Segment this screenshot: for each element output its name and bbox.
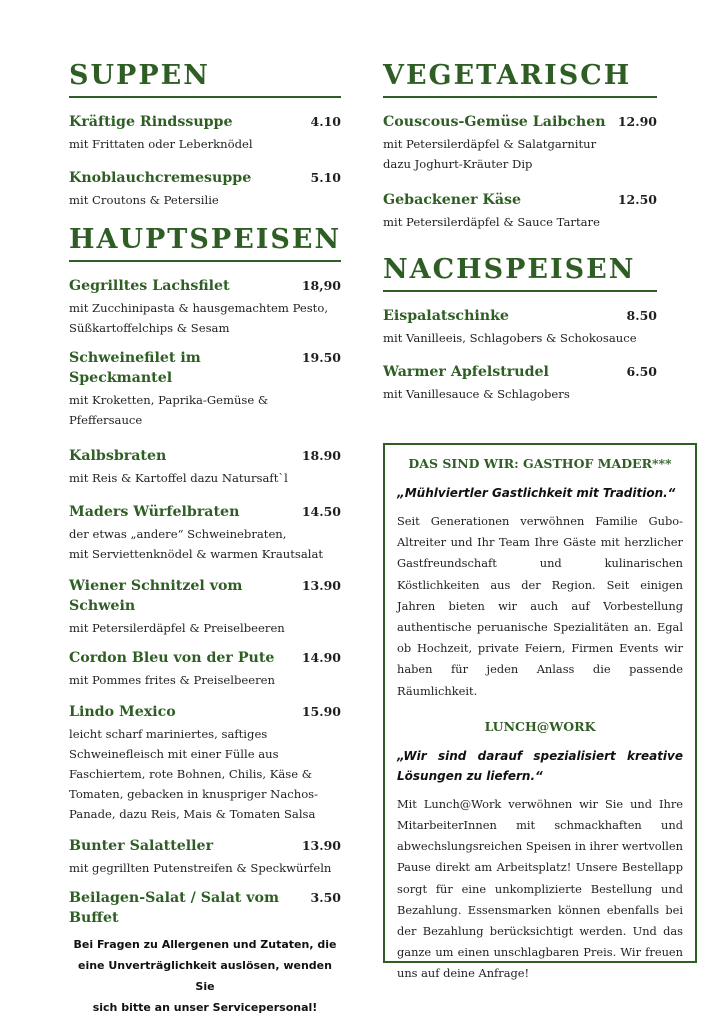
menu-item-name: Gebackener Käse (383, 192, 522, 209)
menu-item-price: 6.50 (626, 364, 657, 380)
menu-item (383, 362, 657, 404)
menu-item-description: mit Reis & Kartoffel dazu Natursaft`l (69, 471, 288, 486)
menu-item-header (69, 276, 341, 296)
menu-item-description: mit Pommes frites & Preiselbeeren (69, 673, 275, 688)
menu-item-name: Schweinefilet im Speckmantel (69, 350, 201, 387)
menu-item-description: der etwas „andere“ Schweinebraten, mit Serviettenknödel & warmen Krautsalat (69, 527, 324, 562)
menu-item-description: mit gegrillten Putenstreifen & Speckwürfeln (69, 861, 332, 876)
menu-item-description: mit Vanilleeis, Schlagobers & Schokosauce (383, 331, 637, 346)
menu-item (69, 888, 341, 928)
menu-item-name: Maders Würfelbraten (69, 504, 240, 521)
vegetarisch-section (383, 60, 657, 232)
menu-item-header (69, 836, 341, 856)
menu-item-description: mit Kroketten, Paprika-Gemüse & Pfeffersauce (69, 393, 269, 428)
menu-item-header (69, 648, 341, 668)
menu-item-header (69, 112, 341, 132)
menu-item (69, 576, 341, 638)
vegetarisch-heading: VEGETARISCH (383, 60, 657, 98)
menu-item-name: Cordon Bleu von der Pute (69, 650, 275, 667)
menu-item (383, 190, 657, 232)
menu-item-description: mit Petersilerdäpfel & Preiselbeeren (69, 621, 285, 636)
menu-item-name: Kalbsbraten (69, 448, 167, 465)
lunch-text: Mit Lunch@Work verwöhnen wir Sie und Ihre MitarbeiterInnen mit schmackhaften und abwechslungsreichen Speisen in ihrer wertvollen Pause direkt am Arbeitsplatz! Unsere Bestellapp sorgt für eine unkomplizierte Bestellung und Bezahlung. Essensmarken können ebenfalls bei der Bezahlung berücksichtigt werden. Und das ganze um einen unschlagbaren Preis. Wir freuen uns auf deine Anfrage! (397, 796, 683, 981)
info-box (383, 443, 697, 981)
menu-item-price: 15.90 (301, 704, 341, 720)
menu-item-description: mit Zucchinipasta & hausgemachtem Pesto, Süßkartoffelchips & Sesam (69, 301, 329, 336)
hauptspeisen-items (69, 276, 341, 928)
suppen-items (69, 112, 341, 210)
menu-item-name: Wiener Schnitzel vom Schwein (69, 578, 243, 615)
menu-item-name: Bunter Salatteller (69, 838, 214, 855)
menu-item-price: 12.90 (617, 114, 657, 130)
menu-item-description: mit Petersilerdäpfel & Salatgarnitur dazu Joghurt-Kräuter Dip (383, 137, 597, 172)
menu-item-description: mit Petersilerdäpfel & Sauce Tartare (383, 215, 600, 230)
menu-item-name: Kräftige Rindssuppe (69, 114, 233, 131)
menu-item-name: Gegrilltes Lachsfilet (69, 278, 230, 295)
menu-item-header (383, 362, 657, 382)
menu-item-price: 18,90 (301, 278, 341, 294)
hauptspeisen-section (69, 224, 341, 928)
menu-item (69, 648, 341, 690)
menu-item-price: 14.90 (301, 650, 341, 666)
about-quote: „Mühlviertler Gastlichkeit mit Tradition.“ (397, 486, 676, 500)
menu-item-name: Warmer Apfelstrudel (383, 364, 549, 381)
menu-item (69, 446, 341, 488)
menu-item-description: mit Frittaten oder Leberknödel (69, 137, 253, 152)
menu-item-description: leicht scharf mariniertes, saftiges Schweinefleisch mit einer Fülle aus Faschiertem, rote Bohnen, Chilis, Käse & Tomaten, gebacken in knuspriger Nachos- Panade, dazu Reis, Mais & Tomaten Salsa (69, 727, 319, 822)
lunch-title: LUNCH@WORK (484, 718, 596, 734)
vegetarisch-items (383, 112, 657, 232)
lunch-quote: „Wir sind darauf spezialisiert kreative Lösungen zu liefern.“ (397, 748, 683, 783)
menu-item-price: 5.10 (310, 170, 341, 186)
menu-item-price: 8.50 (626, 308, 657, 324)
suppen-section (69, 60, 341, 210)
nachspeisen-heading: NACHSPEISEN (383, 254, 657, 292)
menu-item-header (69, 446, 341, 466)
about-text: Seit Generationen verwöhnen Familie Gubo-Altreiter und Ihr Team Ihre Gäste mit herzlicher Gastfreundschaft und kulinarischen Köstlichkeiten aus der Region. Seit einigen Jahren bieten wir auch auf Vorbestellung authentische peruanische Spezialitäten an. Egal ob Hochzeit, private Feiern, Firmen Events wir haben für jeden Anlass die passende Räumlichkeit. (397, 514, 683, 698)
hauptspeisen-heading: HAUPTSPEISEN (69, 224, 341, 262)
menu-item (69, 168, 341, 210)
menu-item-header (69, 502, 341, 522)
menu-item (69, 702, 341, 824)
menu-item-name: Lindo Mexico (69, 704, 176, 721)
menu-item-price: 14.50 (301, 504, 341, 520)
menu-item-description: mit Croutons & Petersilie (69, 193, 219, 208)
nachspeisen-section (383, 254, 657, 404)
menu-item (383, 306, 657, 348)
menu-item-header (69, 576, 341, 616)
menu-item-header (383, 306, 657, 326)
menu-item-price: 3.50 (310, 890, 341, 906)
suppen-heading: SUPPEN (69, 60, 341, 98)
menu-item-description: mit Vanillesauce & Schlagobers (383, 387, 570, 402)
nachspeisen-items (383, 306, 657, 404)
menu-item-header (69, 888, 341, 928)
menu-item-header (69, 348, 341, 388)
menu-item-price: 13.90 (301, 838, 341, 854)
menu-item (69, 348, 341, 430)
box-divider (397, 702, 683, 718)
menu-item-header (383, 190, 657, 210)
menu-item-name: Couscous-Gemüse Laibchen (383, 114, 606, 131)
menu-item-price: 18.90 (301, 448, 341, 464)
menu-item-header (69, 168, 341, 188)
menu-item-header (69, 702, 341, 722)
menu-item-name: Eispalatschinke (383, 308, 509, 325)
menu-item-price: 12.50 (617, 192, 657, 208)
menu-item-price: 13.90 (301, 578, 341, 594)
menu-item (69, 276, 341, 338)
menu-item-price: 19.50 (301, 350, 341, 366)
menu-item-header (383, 112, 657, 132)
menu-item-price: 4.10 (310, 114, 341, 130)
allergen-note: Bei Fragen zu Allergenen und Zutaten, die eine Unverträglichkeit auslösen, wenden Sie sich bitte an unser Servicepersonal! (73, 938, 337, 1015)
menu-item (69, 502, 341, 564)
menu-item-name: Beilagen-Salat / Salat vom Buffet (69, 890, 280, 927)
left-column (69, 60, 341, 1029)
menu-item (69, 836, 341, 878)
menu-item-name: Knoblauchcremesuppe (69, 170, 252, 187)
menu-item (69, 112, 341, 154)
right-column (383, 60, 657, 404)
about-title: DAS SIND WIR: GASTHOF MADER*** (408, 456, 672, 471)
menu-item (383, 112, 657, 174)
